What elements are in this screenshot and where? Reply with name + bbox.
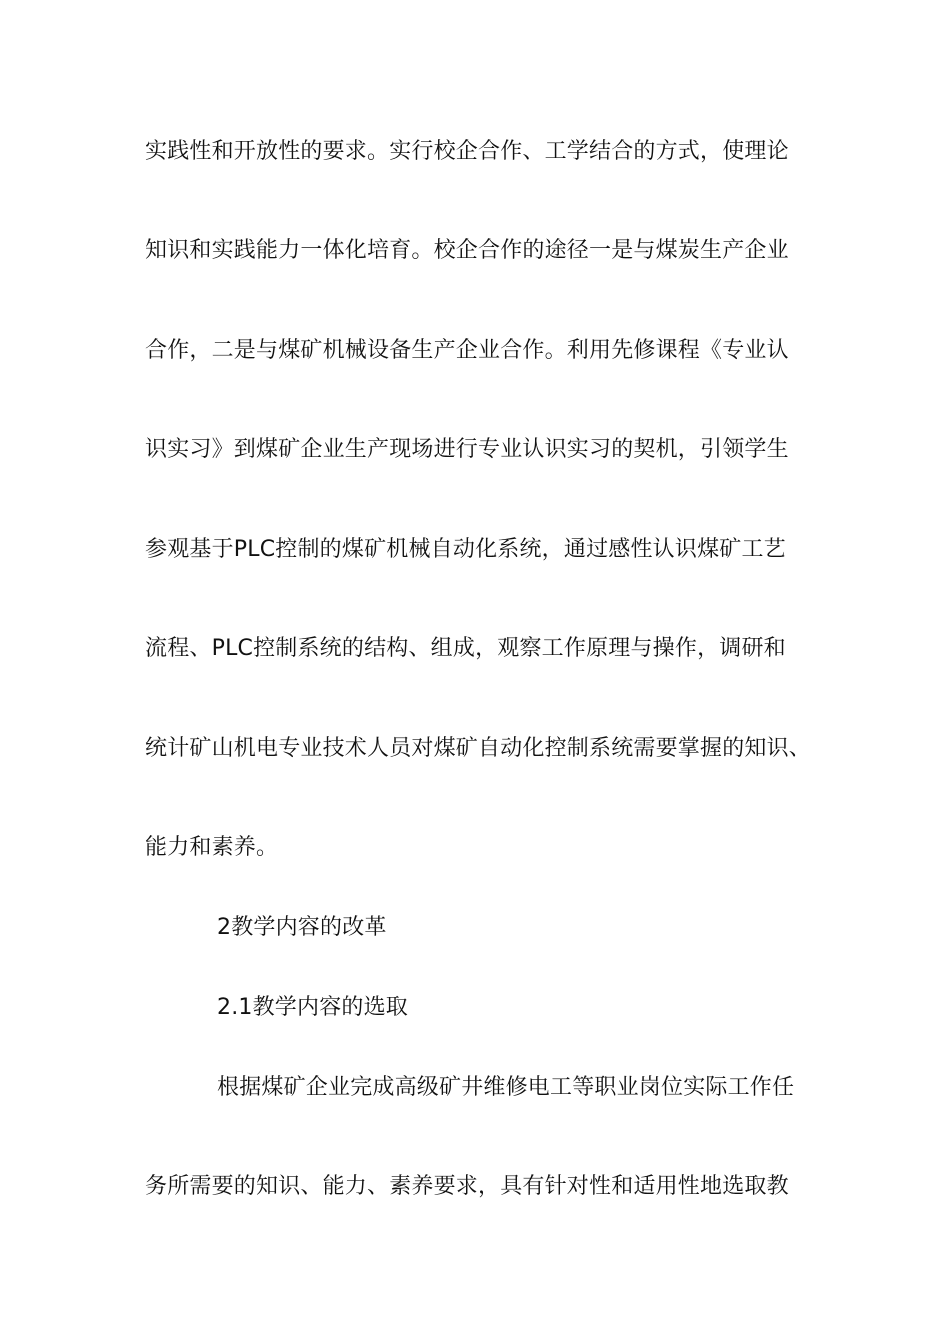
paragraph-line: 合作，二是与煤矿机械设备生产企业合作。利用先修课程《专业认 <box>145 338 789 363</box>
paragraph-line: 参观基于PLC控制的煤矿机械自动化系统，通过感性认识煤矿工艺 <box>145 537 786 562</box>
paragraph-line: 统计矿山机电专业技术人员对煤矿自动化控制系统需要掌握的知识、 <box>145 736 812 761</box>
paragraph-line: 能力和素养。 <box>145 835 279 860</box>
paragraph-line: 根据煤矿企业完成高级矿井维修电工等职业岗位实际工作任 <box>217 1075 795 1100</box>
subsection-heading: 2.1教学内容的选取 <box>217 995 408 1020</box>
paragraph-line: 知识和实践能力一体化培育。校企合作的途径一是与煤炭生产企业 <box>145 238 789 263</box>
paragraph-line: 务所需要的知识、能力、素养要求，具有针对性和适用性地选取教 <box>145 1174 789 1199</box>
paragraph-line: 实践性和开放性的要求。实行校企合作、工学结合的方式，使理论 <box>145 139 789 164</box>
paragraph-line: 流程、PLC控制系统的结构、组成，观察工作原理与操作，调研和 <box>145 636 786 661</box>
paragraph-line: 识实习》到煤矿企业生产现场进行专业认识实习的契机，引领学生 <box>145 437 789 462</box>
section-heading: 2教学内容的改革 <box>217 915 387 940</box>
